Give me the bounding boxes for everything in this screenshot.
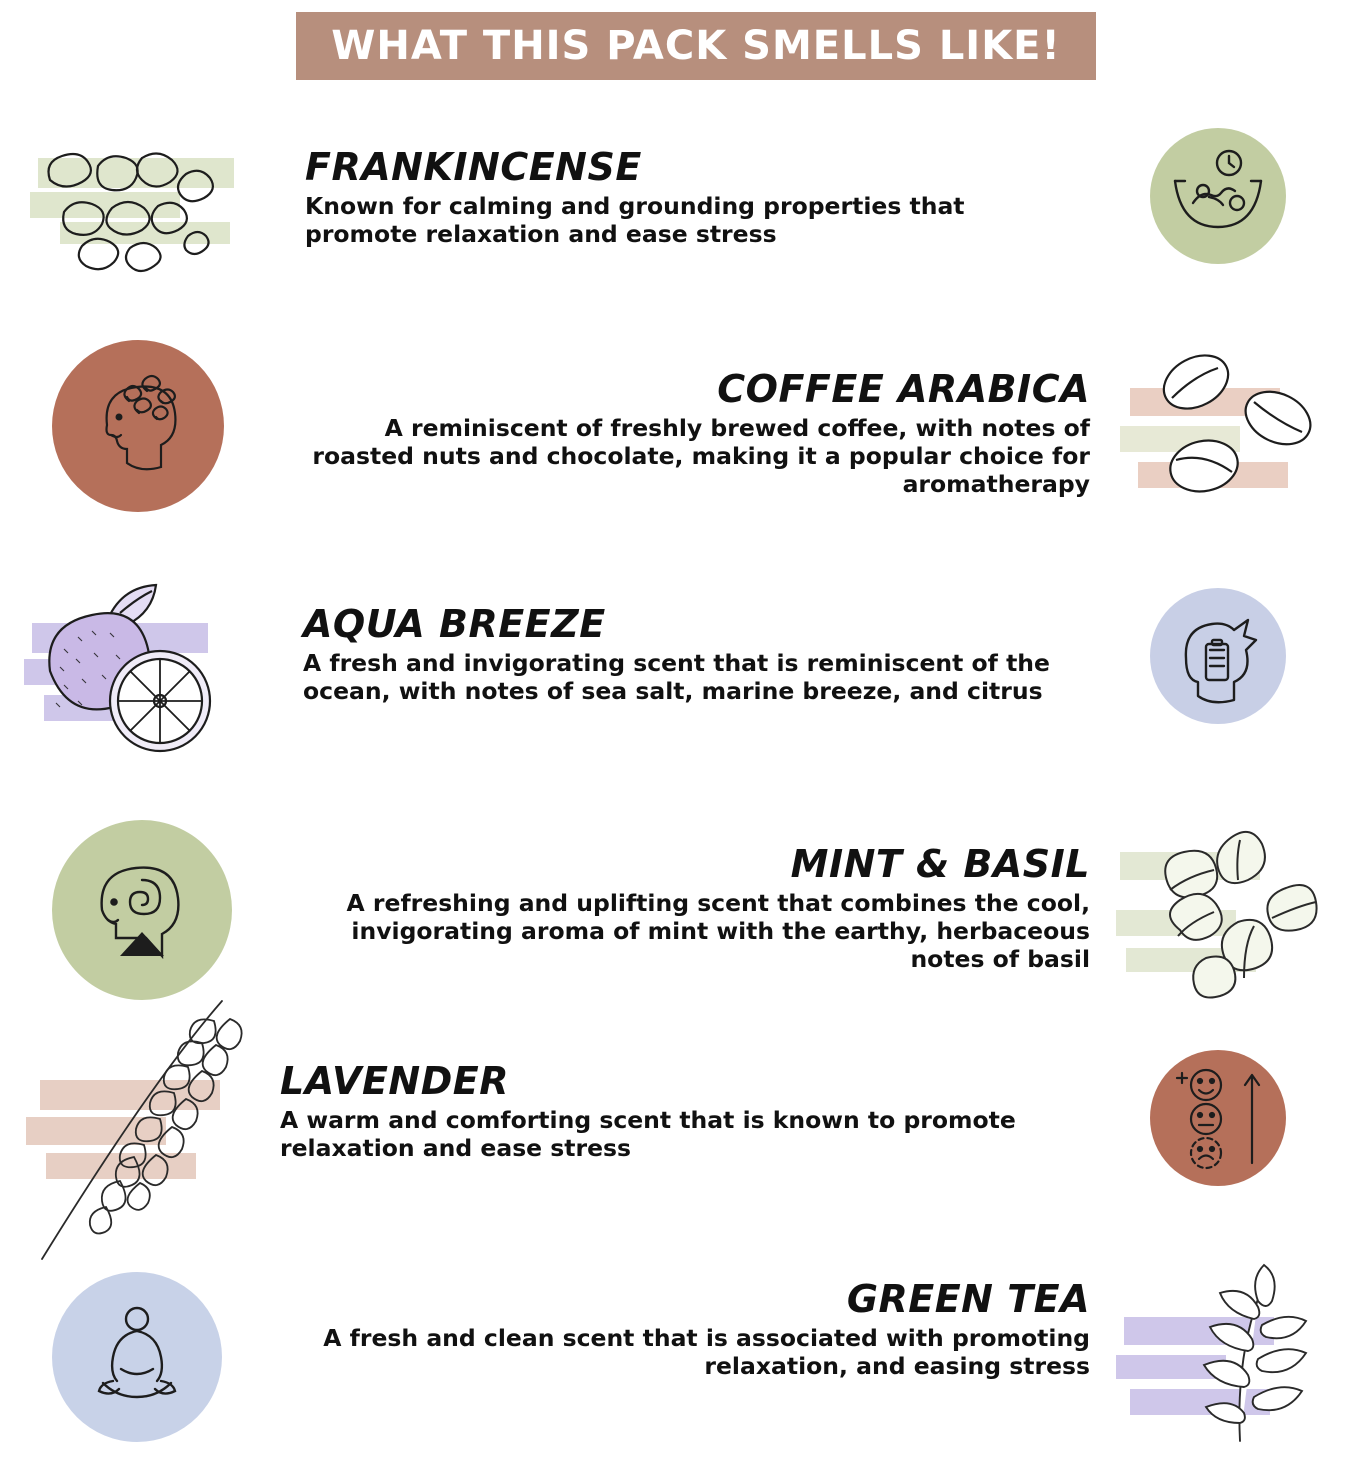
scent-block-mint-basil (275, 842, 1090, 974)
scent-block-green-tea (300, 1277, 1090, 1381)
tea-leaf-branch-illustration (1110, 1255, 1351, 1455)
mood-improvement-icon (1150, 1050, 1351, 1250)
scent-block-coffee-arabica (300, 367, 1090, 499)
scent-description: Known for calming and grounding properties that promote relaxation and ease stress (305, 191, 965, 249)
scent-title: AQUA BREEZE (303, 602, 606, 646)
icon-badge (52, 1272, 222, 1442)
scent-block-frankincense (305, 145, 1045, 249)
scent-title: MINT & BASIL (790, 842, 1090, 886)
header-banner (296, 12, 1096, 80)
icon-badge (52, 820, 232, 1000)
icon-badge (52, 340, 224, 512)
scent-description: A fresh and clean scent that is associated with promoting relaxation, and easing stress (323, 1323, 1090, 1381)
scent-title: GREEN TEA (846, 1277, 1090, 1321)
citrus-lemon-illustration (20, 575, 270, 775)
scent-title: FRANKINCENSE (305, 145, 642, 189)
meditation-pose-icon (52, 1272, 302, 1472)
icon-badge (1150, 128, 1286, 264)
coffee-beans-illustration (1110, 340, 1351, 540)
resin-stones-illustration (20, 130, 270, 330)
mint-leaves-illustration (1110, 818, 1351, 1018)
lavender-sprig-illustration (16, 985, 266, 1275)
icon-badge (1150, 1050, 1286, 1186)
scent-title: LAVENDER (280, 1059, 509, 1103)
scent-title: COFFEE ARABICA (717, 367, 1090, 411)
scent-block-aqua-breeze (303, 602, 1063, 706)
head-swirl-mind-icon (52, 340, 302, 540)
hammock-relaxation-icon (1150, 128, 1351, 328)
scent-description: A warm and comforting scent that is known to promote relaxation and ease stress (280, 1105, 1016, 1163)
scent-block-lavender (280, 1059, 1080, 1163)
scent-description: A reminiscent of freshly brewed coffee, with notes of roasted nuts and chocolate, making it a popular choice for aromatherapy (312, 413, 1090, 499)
page-title: WHAT THIS PACK SMELLS LIKE! (331, 23, 1061, 69)
scent-description: A fresh and invigorating scent that is reminiscent of the ocean, with notes of sea salt, marine breeze, and citrus (303, 648, 1050, 706)
head-battery-energy-icon (1150, 588, 1351, 788)
icon-badge (1150, 588, 1286, 724)
scent-description: A refreshing and uplifting scent that combines the cool, invigorating aroma of mint with the earthy, herbaceous notes of basil (346, 888, 1090, 974)
